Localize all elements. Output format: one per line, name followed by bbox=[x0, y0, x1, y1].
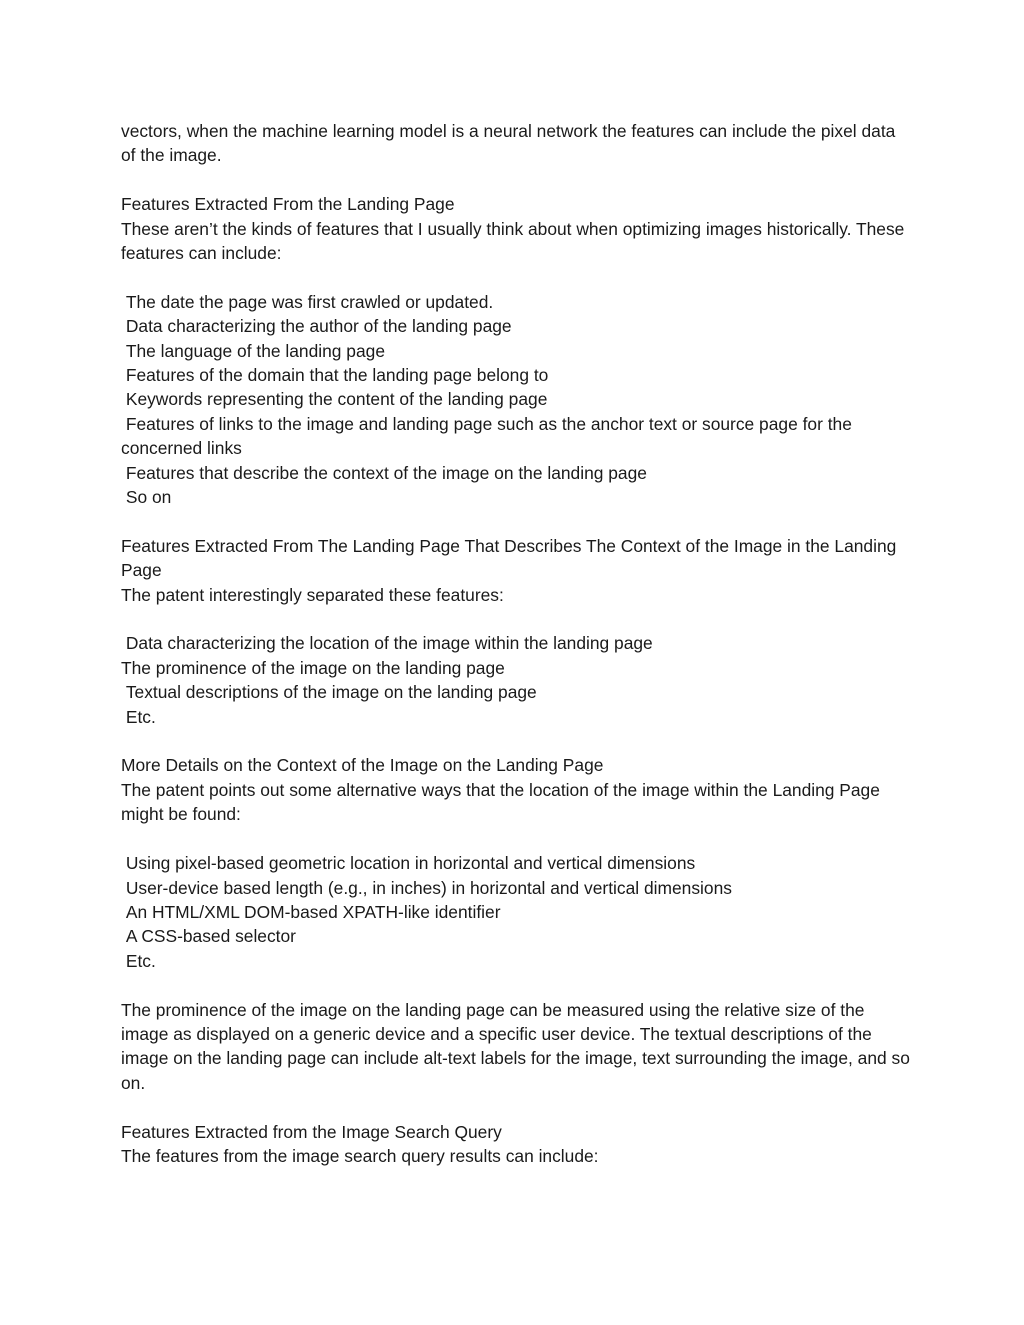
spacer bbox=[121, 265, 911, 289]
list-item: Etc. bbox=[121, 706, 156, 727]
section-heading-landing-page: Features Extracted From the Landing Page bbox=[121, 194, 455, 215]
spacer bbox=[121, 509, 911, 533]
list-item: The prominence of the image on the landing page bbox=[121, 657, 505, 678]
section-text-landing-page: These aren’t the kinds of features that I usually think about when optimizing images historically. These features can include: bbox=[121, 218, 910, 264]
list-item: User-device based length (e.g., in inches) in horizontal and vertical dimensions bbox=[121, 877, 732, 898]
list-item: An HTML/XML DOM-based XPATH-like identifier bbox=[121, 901, 501, 922]
spacer bbox=[121, 168, 911, 192]
list-item: Textual descriptions of the image on the landing page bbox=[121, 682, 537, 703]
document-body bbox=[121, 119, 915, 1168]
spacer bbox=[121, 827, 911, 851]
list-item: The date the page was first crawled or updated. bbox=[121, 291, 494, 312]
list-item: A CSS-based selector bbox=[121, 926, 296, 947]
section-heading-search-query: Features Extracted from the Image Search Query bbox=[121, 1121, 502, 1142]
section-text-context-details: The patent points out some alternative ways that the location of the image within the Landing Page might be found: bbox=[121, 779, 885, 825]
list-item: The language of the landing page bbox=[121, 340, 385, 361]
section-heading-context-details: More Details on the Context of the Image on the Landing Page bbox=[121, 755, 604, 776]
prominence-paragraph: The prominence of the image on the landing page can be measured using the relative size of the image as displayed on a generic device and a specific user device. The textual descriptions of the image on the landing page can include alt-text labels for the image, text surrounding the image, and so on. bbox=[121, 999, 915, 1093]
spacer bbox=[121, 1095, 911, 1119]
section-text-image-context: The patent interestingly separated these features: bbox=[121, 584, 504, 605]
spacer bbox=[121, 729, 911, 753]
list-item: Data characterizing the author of the landing page bbox=[121, 316, 512, 337]
section-heading-image-context: Features Extracted From The Landing Page That Describes The Context of the Image in the Landing Page bbox=[121, 535, 902, 581]
section-text-search-query: The features from the image search query results can include: bbox=[121, 1145, 599, 1166]
list-item: Using pixel-based geometric location in horizontal and vertical dimensions bbox=[121, 853, 696, 874]
spacer bbox=[121, 973, 911, 997]
list-item: Keywords representing the content of the landing page bbox=[121, 389, 548, 410]
intro-paragraph: vectors, when the machine learning model is a neural network the features can include the pixel data of the image. bbox=[121, 121, 901, 166]
list-item: Etc. bbox=[121, 950, 156, 971]
list-item: Features of links to the image and landing page such as the anchor text or source page for the concerned links bbox=[121, 413, 857, 459]
spacer bbox=[121, 607, 911, 631]
list-item: Data characterizing the location of the image within the landing page bbox=[121, 633, 653, 654]
list-item: Features of the domain that the landing page belong to bbox=[121, 365, 549, 386]
list-item: Features that describe the context of the image on the landing page bbox=[121, 462, 647, 483]
list-item: So on bbox=[121, 487, 172, 508]
